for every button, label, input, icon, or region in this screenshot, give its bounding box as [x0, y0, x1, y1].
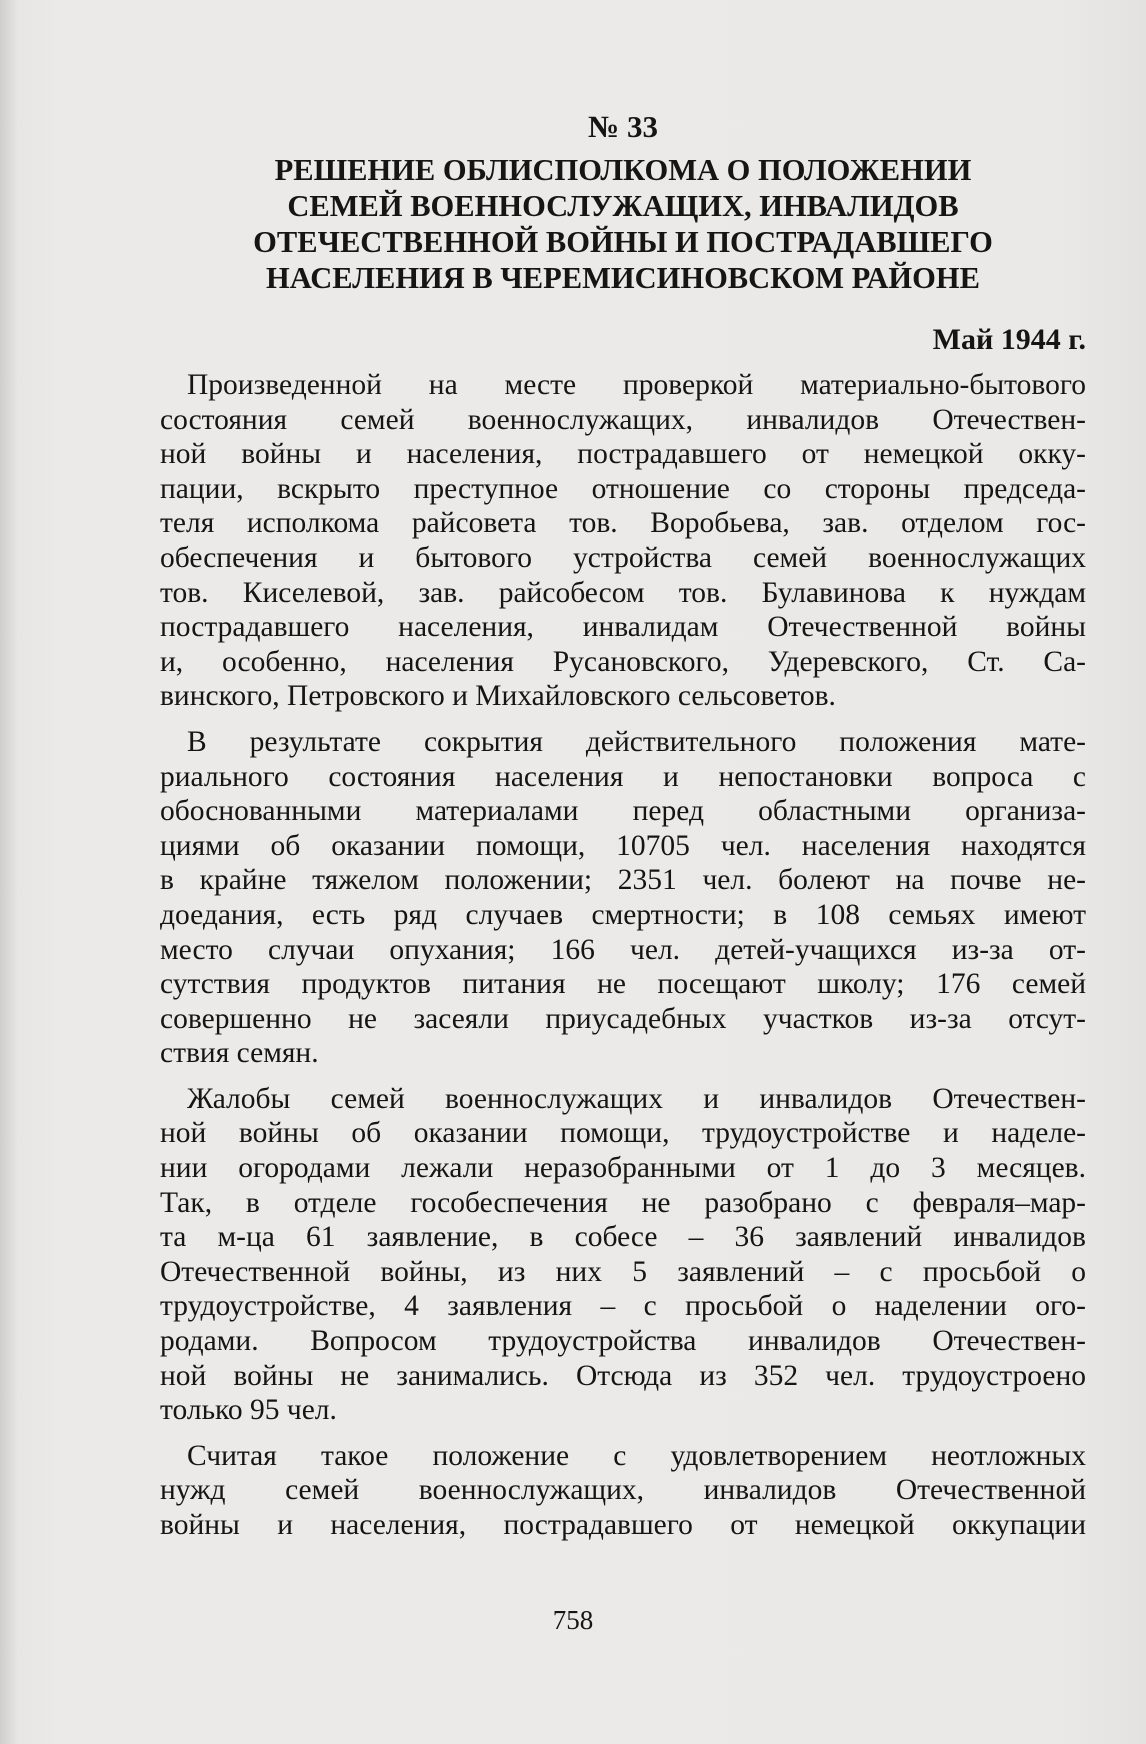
text-line: трудоустройстве, 4 заявления – с просьбой о наделении ого-	[160, 1290, 1086, 1323]
text-line: Считая такое положение с удовлетворением неотложных	[187, 1439, 1086, 1472]
title-line: НАСЕЛЕНИЯ В ЧЕРЕМИСИНОВСКОМ РАЙОНЕ	[266, 261, 980, 295]
text-line: циями об оказании помощи, 10705 чел. населения находятся	[160, 829, 1086, 862]
paragraph-3	[160, 1082, 1086, 1428]
text-line: Отечественной войны, из них 5 заявлений – с просьбой о	[160, 1255, 1086, 1288]
text-line: тов. Киселевой, зав. райсобесом тов. Булавинова к нуждам	[160, 576, 1086, 609]
text-line: ной войны об оказании помощи, трудоустройстве и наделе-	[160, 1117, 1086, 1150]
text-line: совершенно не засеяли приусадебных участков из-за отсут-	[160, 1002, 1086, 1035]
text-block	[160, 108, 1086, 1543]
text-line: ствия семян.	[160, 1037, 319, 1070]
text-line: ной войны и населения, пострадавшего от немецкой окку-	[160, 438, 1086, 471]
text-line: пации, вскрыто преступное отношение со стороны председа-	[160, 472, 1086, 505]
text-line: обеспечения и бытового устройства семей военнослужащих	[160, 541, 1086, 574]
text-line: нии огородами лежали неразобранными от 1 до 3 месяцев.	[160, 1152, 1086, 1185]
document-date: Май 1944 г.	[932, 323, 1086, 356]
paragraph-1	[160, 368, 1086, 714]
text-line: обоснованными материалами перед областными организа-	[160, 795, 1086, 828]
text-line: войны и населения, пострадавшего от немецкой оккупации	[160, 1509, 1086, 1541]
text-line: и, особенно, населения Русановского, Удеревского, Ст. Са-	[160, 645, 1086, 678]
document-number: № 33	[588, 109, 658, 144]
text-line: ной войны не занимались. Отсюда из 352 чел. трудоустроено	[160, 1359, 1086, 1392]
text-line: Так, в отделе гособеспечения не разобрано с февраля–мар-	[160, 1186, 1086, 1219]
title-line: ОТЕЧЕСТВЕННОЙ ВОЙНЫ И ПОСТРАДАВШЕГО	[253, 225, 993, 259]
paragraph-2	[160, 725, 1086, 1071]
text-line: риального состояния населения и непостановки вопроса с	[160, 760, 1086, 793]
title-line: СЕМЕЙ ВОЕННОСЛУЖАЩИХ, ИНВАЛИДОВ	[287, 189, 959, 223]
document-title	[160, 152, 1086, 296]
text-line: только 95 чел.	[160, 1394, 337, 1427]
text-line: место случаи опухания; 166 чел. детей-учащихся из-за от-	[160, 933, 1086, 966]
text-line: В результате сокрытия действительного положения мате-	[187, 725, 1086, 758]
title-line: РЕШЕНИЕ ОБЛИСПОЛКОМА О ПОЛОЖЕНИИ	[274, 153, 972, 187]
text-line: пострадавшего населения, инвалидам Отечественной войны	[160, 611, 1086, 644]
text-line: нужд семей военнослужащих, инвалидов Отечественной	[160, 1474, 1086, 1507]
text-line: доедания, есть ряд случаев смертности; в 108 семьях имеют	[160, 898, 1086, 931]
text-line: родами. Вопросом трудоустройства инвалидов Отечествен-	[160, 1325, 1086, 1358]
paragraph-4	[160, 1439, 1086, 1543]
page-number: 758	[552, 1605, 594, 1635]
text-line: в крайне тяжелом положении; 2351 чел. болеют на почве не-	[160, 864, 1086, 897]
text-line: состояния семей военнослужащих, инвалидов Отечествен-	[160, 403, 1086, 436]
text-line: теля исполкома райсовета тов. Воробьева, зав. отделом гос-	[160, 507, 1086, 540]
text-line: Жалобы семей военнослужащих и инвалидов Отечествен-	[187, 1082, 1086, 1115]
text-line: та м-ца 61 заявление, в собесе – 36 заявлений инвалидов	[160, 1221, 1086, 1254]
text-line: Произведенной на месте проверкой материально-бытового	[187, 369, 1086, 401]
text-line: винского, Петровского и Михайловского сельсоветов.	[160, 680, 836, 713]
text-line: сутствия продуктов питания не посещают школу; 176 семей	[160, 968, 1086, 1001]
